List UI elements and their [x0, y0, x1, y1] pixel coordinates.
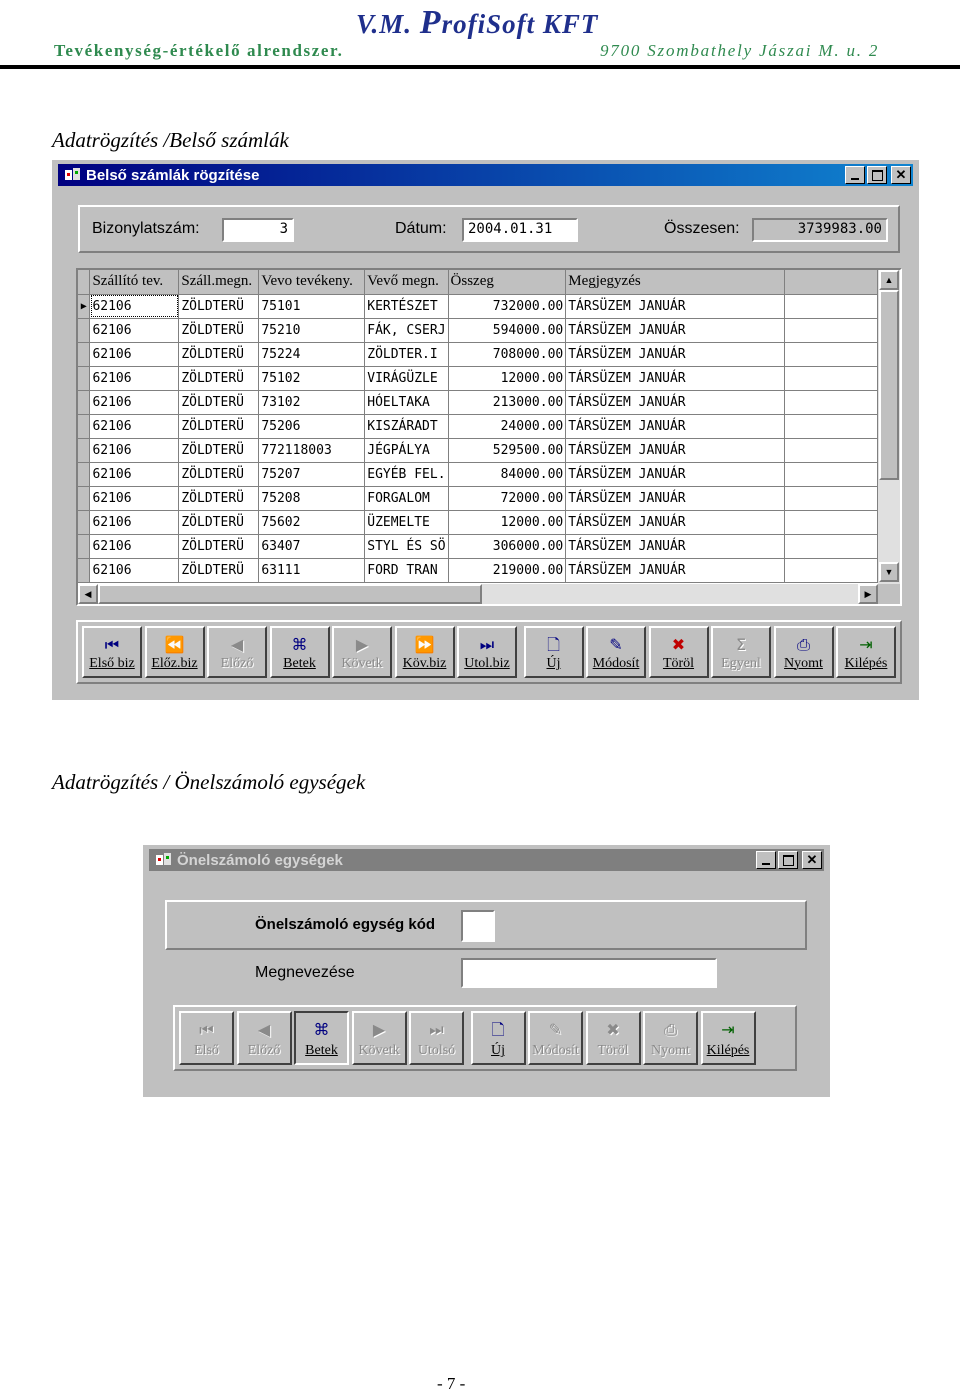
table-cell-filler: [784, 390, 877, 414]
toolbar-button-printer[interactable]: [643, 1011, 698, 1065]
toolbar-button-prev[interactable]: [207, 626, 267, 678]
table-cell[interactable]: HÓELTAKA: [365, 390, 448, 414]
subsystem-title: Tevékenység-értékelő alrendszer.: [54, 41, 344, 60]
toolbar-button-binoculars[interactable]: [270, 626, 330, 678]
edit-icon: ✎: [548, 1020, 563, 1039]
table-cell[interactable]: 12000.00: [448, 366, 566, 390]
table-cell-filler: [784, 318, 877, 342]
rewind-icon: ⏪: [164, 635, 185, 654]
table-cell-filler: [784, 294, 877, 318]
unit-code-panel: [165, 900, 807, 950]
table-cell[interactable]: 62106: [90, 462, 179, 486]
toolbar-button-last[interactable]: [409, 1011, 464, 1065]
table-cell[interactable]: 75206: [259, 414, 365, 438]
row-indicator[interactable]: [78, 318, 90, 342]
table-cell[interactable]: 72000.00: [448, 486, 566, 510]
megnevezes-field[interactable]: [461, 958, 717, 988]
osszesen-field: 3739983.00: [752, 218, 888, 242]
maximize-icon: [872, 170, 883, 181]
table-cell[interactable]: ZÖLDTERÜ: [179, 534, 259, 558]
app-icon: [64, 167, 82, 183]
exit-door-icon: ⇥: [859, 635, 873, 654]
table-cell[interactable]: ZÖLDTERÜ: [179, 294, 259, 318]
first-icon: ⏮: [199, 1020, 214, 1039]
column-header[interactable]: Vevő megn.: [365, 270, 448, 294]
vertical-scroll-thumb[interactable]: [879, 290, 899, 480]
table-cell[interactable]: 73102: [259, 390, 365, 414]
toolbar-button-label: Töröl: [597, 1043, 629, 1058]
table-cell-filler: [784, 342, 877, 366]
table-cell[interactable]: 75208: [259, 486, 365, 510]
toolbar-button-label: Köv.biz: [402, 656, 447, 671]
toolbar-button-label: Egyenl: [721, 656, 761, 671]
table-row[interactable]: [78, 366, 878, 390]
toolbar-button-label: Új: [546, 656, 561, 671]
table-cell[interactable]: 62106: [90, 558, 179, 582]
toolbar-button-fast-forward[interactable]: [395, 626, 455, 678]
invoice-grid-frame: [76, 268, 902, 606]
navigation-toolbar: [173, 1005, 797, 1071]
row-indicator[interactable]: [78, 462, 90, 486]
table-cell[interactable]: 213000.00: [448, 390, 566, 414]
table-cell[interactable]: 62106: [90, 438, 179, 462]
arrow-right-icon: ▶: [864, 589, 872, 599]
table-cell[interactable]: 75210: [259, 318, 365, 342]
scroll-left-button[interactable]: [78, 584, 98, 604]
table-cell[interactable]: ZÖLDTERÜ: [179, 390, 259, 414]
navigation-toolbar: [76, 620, 902, 684]
arrow-up-icon: ▲: [884, 275, 894, 285]
toolbar-button-label: Nyomt: [784, 656, 823, 671]
toolbar-button-rewind[interactable]: [145, 626, 205, 678]
sigma-icon: Σ: [735, 635, 747, 654]
table-cell[interactable]: TÁRSÜZEM JANUÁR: [566, 390, 784, 414]
table-cell-filler: [784, 558, 877, 582]
column-header[interactable]: Szállító tev.: [90, 270, 179, 294]
table-row[interactable]: [78, 534, 878, 558]
table-cell[interactable]: TÁRSÜZEM JANUÁR: [566, 438, 784, 462]
printer-icon: ⎙: [664, 1020, 677, 1039]
table-cell[interactable]: 62106: [90, 510, 179, 534]
table-cell-filler: [784, 534, 877, 558]
row-indicator[interactable]: [78, 342, 90, 366]
toolbar-button-label: Módosít: [532, 1043, 579, 1058]
toolbar-button-binoculars[interactable]: [294, 1011, 349, 1065]
toolbar-button-first[interactable]: [82, 626, 142, 678]
table-cell[interactable]: ÜZEMELTE: [365, 510, 448, 534]
table-cell[interactable]: VIRÁGÜZLE: [365, 366, 448, 390]
table-cell[interactable]: ZÖLDTERÜ: [179, 342, 259, 366]
table-row[interactable]: [78, 342, 878, 366]
maximize-button[interactable]: [867, 166, 887, 184]
table-cell[interactable]: ZÖLDTERÜ: [179, 510, 259, 534]
close-button[interactable]: [802, 851, 822, 869]
column-header[interactable]: Vevo tevékeny.: [259, 270, 365, 294]
toolbar-button-label: Új: [491, 1043, 505, 1058]
table-cell[interactable]: 75207: [259, 462, 365, 486]
toolbar-button-exit-door[interactable]: [836, 626, 896, 678]
toolbar-button-delete[interactable]: [586, 1011, 641, 1065]
table-cell[interactable]: 219000.00: [448, 558, 566, 582]
company-name: [356, 4, 598, 42]
last-icon: ⏭: [429, 1020, 444, 1039]
table-cell[interactable]: FORGALOM: [365, 486, 448, 510]
document-info-panel: [78, 205, 900, 253]
company-initial: P: [419, 4, 442, 41]
table-cell[interactable]: 12000.00: [448, 510, 566, 534]
table-cell[interactable]: 62106: [90, 366, 179, 390]
table-cell[interactable]: 62106: [90, 390, 179, 414]
toolbar-button-label: Kilépés: [706, 1043, 750, 1058]
window-titlebar[interactable]: [58, 164, 913, 186]
table-cell[interactable]: 75602: [259, 510, 365, 534]
bizonylatszam-field[interactable]: 3: [222, 218, 294, 242]
table-cell[interactable]: 75224: [259, 342, 365, 366]
table-cell[interactable]: ZÖLDTERÜ: [179, 558, 259, 582]
row-indicator[interactable]: [78, 534, 90, 558]
table-cell-filler: [784, 438, 877, 462]
table-cell[interactable]: FORD TRAN: [365, 558, 448, 582]
table-cell[interactable]: ZÖLDTERÜ: [179, 366, 259, 390]
row-indicator[interactable]: [78, 366, 90, 390]
table-cell[interactable]: EGYÉB FEL.: [365, 462, 448, 486]
toolbar-button-label: Módosít: [592, 656, 640, 671]
column-header-filler: [784, 270, 877, 294]
table-cell[interactable]: TÁRSÜZEM JANUÁR: [566, 294, 784, 318]
table-cell[interactable]: 62106: [90, 534, 179, 558]
toolbar-button-label: Előző: [247, 1043, 281, 1058]
column-header[interactable]: Összeg: [448, 270, 566, 294]
table-cell[interactable]: 62106: [90, 342, 179, 366]
new-document-icon: 🗋: [491, 1020, 505, 1039]
table-cell[interactable]: 84000.00: [448, 462, 566, 486]
datum-field[interactable]: 2004.01.31: [462, 218, 578, 242]
toolbar-button-exit-door[interactable]: [701, 1011, 756, 1065]
table-cell[interactable]: 62106: [90, 414, 179, 438]
toolbar-button-sigma[interactable]: [711, 626, 771, 678]
table-cell[interactable]: TÁRSÜZEM JANUÁR: [566, 414, 784, 438]
fast-forward-icon: ⏩: [414, 635, 435, 654]
next-icon: ▶: [355, 635, 369, 654]
printer-icon: ⎙: [797, 635, 810, 654]
self-accounting-units-window: [143, 845, 830, 1097]
table-cell[interactable]: TÁRSÜZEM JANUÁR: [566, 462, 784, 486]
internal-invoices-window: [52, 160, 919, 700]
toolbar-button-label: Követk: [358, 1043, 400, 1058]
prev-icon: ◀: [257, 1020, 271, 1039]
table-cell-filler: [784, 366, 877, 390]
window-title: Önelszámoló egységek: [177, 851, 343, 869]
minimize-button[interactable]: [845, 166, 865, 184]
edit-icon: ✎: [609, 635, 623, 654]
table-cell[interactable]: TÁRSÜZEM JANUÁR: [566, 534, 784, 558]
table-cell[interactable]: STYL ÉS SÖ: [365, 534, 448, 558]
section-title-self-accounting-units: Adatrögzítés / Önelszámoló egységek: [52, 770, 366, 794]
minimize-icon: [762, 863, 770, 865]
toolbar-button-label: Betek: [283, 656, 316, 671]
table-row[interactable]: [78, 486, 878, 510]
table-cell[interactable]: KISZÁRADT: [365, 414, 448, 438]
table-row[interactable]: [78, 414, 878, 438]
toolbar-button-new-document[interactable]: [524, 626, 584, 678]
next-icon: ▶: [372, 1020, 386, 1039]
table-cell[interactable]: TÁRSÜZEM JANUÁR: [566, 510, 784, 534]
table-cell[interactable]: KERTÉSZET: [365, 294, 448, 318]
table-cell[interactable]: 63111: [259, 558, 365, 582]
header-rule: [0, 65, 960, 69]
table-cell[interactable]: 24000.00: [448, 414, 566, 438]
current-row-indicator-icon[interactable]: ▶: [78, 294, 90, 318]
toolbar-button-prev[interactable]: [237, 1011, 292, 1065]
maximize-icon: [783, 855, 794, 866]
table-row[interactable]: [78, 390, 878, 414]
toolbar-button-label: Utol.biz: [464, 656, 510, 671]
toolbar-button-next[interactable]: [352, 1011, 407, 1065]
section-title-internal-invoices: Adatrögzítés /Belső számlák: [52, 128, 289, 152]
toolbar-button-edit[interactable]: [586, 626, 646, 678]
binoculars-icon: ⌘: [313, 1020, 330, 1039]
table-cell[interactable]: ZÖLDTERÜ: [179, 318, 259, 342]
last-icon: ⏭: [479, 635, 495, 654]
close-icon: ✕: [806, 852, 818, 867]
table-row[interactable]: [78, 438, 878, 462]
app-icon: [155, 852, 173, 868]
toolbar-button-label: Nyomt: [651, 1043, 690, 1058]
toolbar-button-next[interactable]: [332, 626, 392, 678]
company-address: 9700 Szombathely Jászai M. u. 2: [600, 41, 880, 60]
table-cell[interactable]: ZÖLDTERÜ: [179, 438, 259, 462]
column-header[interactable]: Száll.megn.: [179, 270, 259, 294]
minimize-button[interactable]: [756, 851, 776, 869]
company-rest: rofiSoft KFT: [441, 9, 599, 39]
table-cell-filler: [784, 462, 877, 486]
megnevezes-label: Megnevezése: [255, 964, 355, 981]
new-document-icon: 🗋: [547, 635, 560, 654]
maximize-button[interactable]: [778, 851, 798, 869]
toolbar-button-last[interactable]: [457, 626, 517, 678]
table-row[interactable]: [78, 294, 878, 318]
table-cell[interactable]: 75102: [259, 366, 365, 390]
toolbar-button-label: Utolsó: [417, 1043, 456, 1058]
arrow-left-icon: ◀: [84, 589, 92, 599]
table-cell[interactable]: 75101: [259, 294, 365, 318]
prev-icon: ◀: [230, 635, 244, 654]
table-row[interactable]: [78, 318, 878, 342]
invoice-grid[interactable]: [78, 270, 878, 584]
toolbar-button-label: Betek: [305, 1043, 338, 1058]
bizonylatszam-label: Bizonylatszám:: [92, 220, 200, 237]
datum-label: Dátum:: [395, 220, 447, 237]
scroll-right-button[interactable]: [858, 584, 878, 604]
table-cell[interactable]: 772118003: [259, 438, 365, 462]
table-row[interactable]: [78, 510, 878, 534]
table-cell[interactable]: ZÖLDTER.I: [365, 342, 448, 366]
row-indicator[interactable]: [78, 390, 90, 414]
toolbar-button-label: Töröl: [662, 656, 695, 671]
company-prefix: V.M.: [356, 9, 420, 39]
table-cell[interactable]: ZÖLDTERÜ: [179, 486, 259, 510]
table-cell[interactable]: 594000.00: [448, 318, 566, 342]
table-cell[interactable]: 732000.00: [448, 294, 566, 318]
toolbar-button-label: Első biz: [89, 656, 135, 671]
table-cell[interactable]: TÁRSÜZEM JANUÁR: [566, 318, 784, 342]
delete-icon: ✖: [606, 1020, 620, 1039]
table-cell[interactable]: 62106: [90, 294, 179, 318]
table-cell[interactable]: FÁK, CSERJ: [365, 318, 448, 342]
table-cell[interactable]: 62106: [90, 486, 179, 510]
table-cell[interactable]: ZÖLDTERÜ: [179, 414, 259, 438]
toolbar-button-edit[interactable]: [528, 1011, 583, 1065]
toolbar-button-label: Előző: [220, 656, 254, 671]
unit-code-label: Önelszámoló egység kód: [255, 916, 436, 933]
exit-door-icon: ⇥: [721, 1020, 735, 1039]
horizontal-scroll-thumb[interactable]: [98, 584, 482, 604]
table-cell[interactable]: TÁRSÜZEM JANUÁR: [566, 366, 784, 390]
arrow-down-icon: ▼: [884, 567, 894, 577]
toolbar-button-label: Követk: [341, 656, 383, 671]
horizontal-scrollbar[interactable]: [78, 584, 878, 604]
toolbar-button-label: Első: [194, 1043, 219, 1058]
table-cell[interactable]: 529500.00: [448, 438, 566, 462]
table-cell[interactable]: 62106: [90, 318, 179, 342]
table-cell[interactable]: 63407: [259, 534, 365, 558]
toolbar-button-delete[interactable]: [649, 626, 709, 678]
osszesen-label: Összesen:: [664, 220, 740, 237]
table-cell-filler: [784, 486, 877, 510]
page-number: - 7 -: [437, 1374, 466, 1393]
scroll-down-button[interactable]: [879, 562, 899, 582]
table-cell[interactable]: TÁRSÜZEM JANUÁR: [566, 342, 784, 366]
table-cell[interactable]: 708000.00: [448, 342, 566, 366]
close-icon: ✕: [895, 167, 907, 182]
table-cell[interactable]: ZÖLDTERÜ: [179, 462, 259, 486]
toolbar-button-first[interactable]: [179, 1011, 234, 1065]
unit-code-field[interactable]: [461, 910, 495, 942]
first-icon: ⏮: [104, 635, 120, 654]
row-indicator[interactable]: [78, 510, 90, 534]
table-cell-filler: [784, 414, 877, 438]
delete-icon: ✖: [671, 635, 686, 654]
vertical-scrollbar[interactable]: [878, 270, 900, 584]
binoculars-icon: ⌘: [291, 635, 308, 654]
toolbar-button-label: Előz.biz: [151, 656, 198, 671]
window-titlebar[interactable]: [149, 849, 824, 871]
grid-corner: [78, 270, 90, 294]
table-cell[interactable]: 306000.00: [448, 534, 566, 558]
column-header[interactable]: Megjegyzés: [566, 270, 784, 294]
table-cell[interactable]: JÉGPÁLYA: [365, 438, 448, 462]
toolbar-button-new-document[interactable]: [471, 1011, 526, 1065]
minimize-icon: [851, 178, 859, 180]
toolbar-button-printer[interactable]: [774, 626, 834, 678]
row-indicator[interactable]: [78, 438, 90, 462]
row-indicator[interactable]: [78, 414, 90, 438]
table-cell-filler: [784, 510, 877, 534]
table-cell[interactable]: TÁRSÜZEM JANUÁR: [566, 486, 784, 510]
row-indicator[interactable]: [78, 486, 90, 510]
row-indicator[interactable]: [78, 558, 90, 582]
close-button[interactable]: [891, 166, 911, 184]
table-row[interactable]: [78, 462, 878, 486]
scroll-up-button[interactable]: [879, 270, 899, 290]
table-row[interactable]: [78, 558, 878, 582]
table-cell[interactable]: TÁRSÜZEM JANUÁR: [566, 558, 784, 582]
toolbar-button-label: Kilépés: [844, 656, 888, 671]
window-title: Belső számlák rögzítése: [86, 166, 260, 184]
